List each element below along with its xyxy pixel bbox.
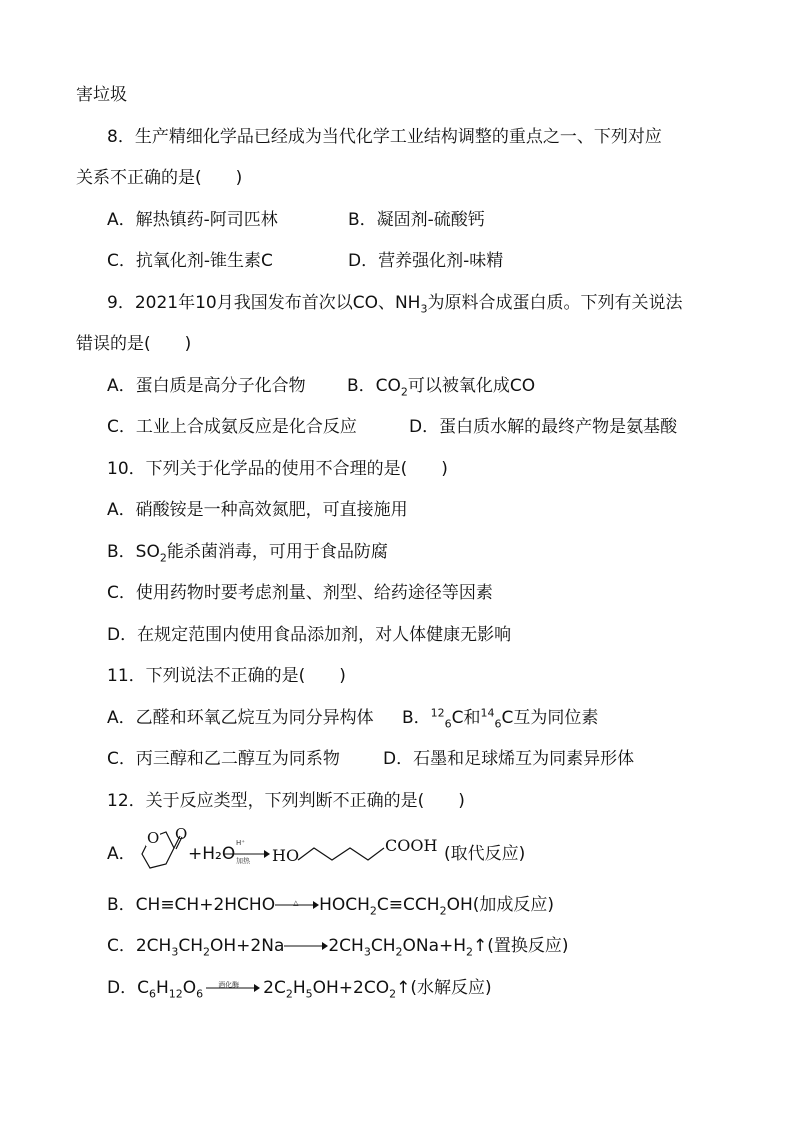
q8-option-b: B．凝固剂-硫酸钙 [348, 210, 485, 230]
q10-option-a: A．硝酸铵是一种高效氮肥，可直接施用 [107, 500, 408, 520]
reaction-arrow-c [284, 939, 328, 953]
q12-d-condition: 酒化酶 [218, 981, 240, 989]
reaction-arrow-icon [224, 849, 270, 859]
arrow-icon [206, 983, 260, 993]
q10-option-d: D．在规定范围内使用食品添加剂，对人体健康无影响 [107, 625, 512, 645]
q8-option-a: A．解热镇药-阿司匹林 [107, 210, 278, 230]
q7-tail-text: 害垃圾 [76, 85, 127, 105]
q11-stem: 11．下列说法不正确的是( ) [107, 666, 346, 686]
q12-option-b: B．CH≡CH+2HCHO △ $HOCH_2C\equiv CCH_2OH$(加成反应) [107, 894, 554, 916]
q12-option-c: C．$2CH_3CH_2OH+2Na$ $2CH_3CH_2ONa+H_2↑$(置换反应) [107, 936, 569, 959]
q12-b-condition: △ [293, 899, 299, 907]
arrow-icon [284, 941, 328, 951]
q10-stem: 10．下列关于化学品的使用不合理的是( ) [107, 459, 448, 479]
q12-option-a-water: +H₂O [188, 844, 236, 864]
q8-option-c: C．抗氧化剂-锥生素C [107, 251, 273, 271]
q11-option-c: C．丙三醇和乙二醇互为同系物 [107, 749, 340, 769]
arrow-icon [275, 900, 319, 910]
reaction-arrow-d [206, 981, 260, 995]
q9-option-a: A．蛋白质是高分子化合物 [107, 376, 306, 396]
q12-option-a-label: A． [107, 844, 136, 864]
q11-option-d: D．石墨和足球烯互为同素异形体 [383, 749, 635, 769]
q11-option-a: A．乙醛和环氧乙烷互为同分异构体 [107, 708, 374, 728]
ring-oxygen-label: O [147, 829, 160, 847]
q12-option-d: D．$C_6H_{12}O_6$ 酒化酶 $2C_2H_5OH+2CO_2↑$(水解反应) [107, 977, 492, 999]
q12-option-a-type: (取代反应) [444, 844, 526, 864]
reaction-arrow-b [275, 898, 319, 912]
q9-stem-line1: 9．2021年10月我国发布首次以CO、$NH_3$为原料合成蛋白质。下列有关说法 [107, 293, 683, 316]
product-ho-label: HO [272, 846, 300, 865]
q12-stem: 12．关于反应类型，下列判断不正确的是( ) [107, 791, 465, 811]
q9-option-d: D．蛋白质水解的最终产物是氨基酸 [409, 417, 678, 437]
q9-option-c: C．工业上合成氨反应是化合反应 [107, 417, 357, 437]
q12-a-condition-bottom: 加热 [236, 857, 250, 865]
carbonyl-oxygen-label: O [175, 825, 188, 843]
q9-option-b: B．$CO_2$可以被氧化成CO [347, 376, 536, 399]
q8-option-d: D．营养强化剂-味精 [348, 251, 504, 271]
q11-option-b: B．$^{12}_6$C和$^{14}_6$C互为同位素 [402, 706, 599, 731]
q10-option-c: C．使用药物时要考虑剂量、剂型、给药途径等因素 [107, 583, 493, 603]
q12-a-condition-top: H⁺ [236, 839, 245, 847]
carbon-chain-structure [296, 838, 390, 868]
product-cooh-label: COOH [385, 836, 438, 855]
q10-option-b: B．$SO_2$能杀菌消毒，可用于食品防腐 [107, 542, 388, 565]
q8-stem-line1: 8．生产精细化学品已经成为当代化学工业结构调整的重点之一、下列对应 [107, 127, 662, 147]
q8-stem-line2: 关系不正确的是( ) [76, 168, 243, 188]
q9-stem-line2: 错误的是( ) [76, 334, 192, 354]
